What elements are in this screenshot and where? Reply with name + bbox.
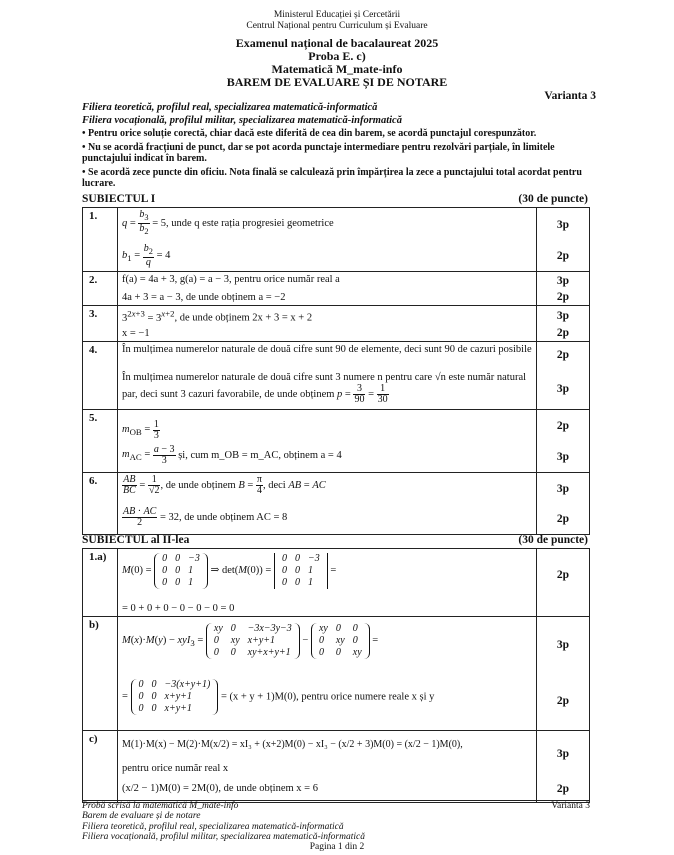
item-number: 4. [83,341,118,409]
table-row [83,290,590,306]
item-2-text-2: 4a + 3 = a − 3, de unde obținem a = −2 [118,290,537,306]
table-row [83,272,590,290]
score: 2p [537,290,590,306]
subject-1-title: SUBIECTUL I [82,193,156,205]
score: 2p [537,777,590,803]
score: 2p [537,549,590,601]
note-3: • Se acordă zece puncte din oficiu. Nota finală se calculează prin împărțirea la zece a punctajului total acordat pentru lucrare. [82,167,582,190]
filiera-line-2: Filiera vocațională, profilul militar, specializarea matematică-informatică [82,115,402,126]
subject-2-table [82,548,590,803]
item-number: b) [83,617,118,731]
center-name: Centrul Național pentru Curriculum și Evaluare [246,21,428,31]
filiera-line-1: Filiera teoretică, profilul real, specializarea matematică-informatică [82,102,378,113]
subject-2-points: (30 de puncte) [518,534,588,546]
item-6-text-1: , de unde obținem [160,479,236,491]
exam-proba: Proba E. c) [308,49,366,63]
table-row [83,326,590,342]
table-row [83,601,590,617]
item-2-text-1: f(a) = 4a + 3, g(a) = a − 3, pentru orice număr real a [118,272,537,290]
subject-1-heading [82,193,588,205]
matrix-m0: 0 0 −3 0 0 1 0 0 1 [154,553,208,589]
footer-variant: Varianta 3 [551,801,590,811]
exam-name: Examenul național de bacalaureat 2025 [235,36,439,50]
table-row: În mulțimea numerelor naturale de două cifre sunt 3 numere n pentru care √n este număr natural par, deci sunt 3 cazuri favorabile, de unde obținem p = $\frac{3}{90}$ = $\frac{1}{30}$ 3p [83,369,590,409]
score: 2p [537,326,590,342]
matrix-result: 0 0 −3(x+y+1) 0 0 x+y+1 0 0 x+y+1 [131,679,219,715]
score: 3p [537,208,590,242]
score: 2p [537,673,590,731]
score: 2p [537,341,590,369]
footer-line-2: Barem de evaluare și de notare [82,811,201,822]
page-number: Pagina 1 din 2 [309,842,365,852]
score: 3p [537,369,590,409]
item-1c-text-1: M(1)·M(x) − M(2)·M(x/2) = xI₃ + (x+2)M(0) − xI₃ − (x/2 + 3)M(0) = (x/2 − 1)M(0), [118,731,537,761]
score: 3p [537,731,590,777]
item-4-text-2: În mulțimea numerelor naturale de două cifre sunt 3 numere n pentru care √n este număr natural par, deci sunt 3 cazuri favorabile, de unde obținem [122,372,527,400]
footer-line-1: Probă scrisă la matematică M_mate-info [82,801,239,811]
subject-1-points: (30 de puncte) [518,193,588,205]
table-row [83,731,590,761]
subject-2-title: SUBIECTUL al II-lea [82,534,190,546]
score: 2p [537,505,590,535]
item-1a-text-2: = 0 + 0 + 0 − 0 − 0 − 0 = 0 [118,601,537,617]
table-row: $b_1$ = $\frac{b_2}{q}$ = 4 2p [83,242,590,272]
item-number: 5. [83,409,118,473]
item-3-text-1: , de unde obținem 2x + 3 = x + 2 [174,312,313,324]
table-row [83,761,590,777]
variant-label: Varianta 3 [544,90,596,102]
item-6-text-2: = 32, de unde obținem AC = 8 [157,511,288,523]
score: 3p [537,617,590,673]
item-1c-text-3: (x/2 − 1)M(0) = 2M(0), de unde obținem x = 6 [118,777,537,803]
score [537,601,590,617]
table-row: 3. $3^{2x+3} = 3^{x+2}$, de unde obținem 2x + 3 = x + 2 3p [83,306,590,326]
item-3-text-2: x = −1 [118,326,537,342]
exam-subject: Matematică M_mate-info [271,62,403,76]
score: 3p [537,443,590,473]
item-number: 1. [83,208,118,272]
table-row: $m_{AC}$ = $\frac{a - 3}{3}$ și, cum m_OB = m_AC, obținem a = 4 3p [83,443,590,473]
table-row [83,777,590,803]
item-number: c) [83,731,118,803]
subject-2-heading [82,534,588,546]
item-number: 2. [83,272,118,306]
score: 3p [537,272,590,290]
page-footer [82,800,590,843]
footer-line-4: Filiera vocațională, profilul militar, specializarea matematică-informatică [82,832,365,843]
matrix-product: xy 0 −3x−3y−3 0 xy x+y+1 0 0 xy+x+y+1 [206,623,300,659]
item-1b-text-2: = (x + y + 1)M(0), pentru orice numere reale x și y [220,690,435,702]
table-row: 1.a) M(0) = 0 0 −3 0 0 1 0 0 1 ⇒ det(M(0)) = 0 0 −3 0 0 1 0 0 1 = 2p [83,549,590,601]
table-row: b) M(x)·M(y) − xyI$_3$ = xy 0 −3x−3y−3 0 xy x+y+1 0 0 xy+x+y+1 − xy 0 0 0 xy 0 0 0 xy = 3p [83,617,590,673]
table-row: 6. $\frac{AB}{BC}$ = $\frac{1}{√2}$ , de unde obținem B = $\frac{\pi}{4}$ , deci AB = AC 3p [83,473,590,505]
subject-1-table [82,207,590,535]
item-4-text-1: În mulțimea numerelor naturale de două cifre sunt 90 de elemente, deci sunt 90 de cazuri posibile [118,341,537,369]
item-1-text: , unde q este rația progresiei geometrice [166,217,334,229]
score: 3p [537,473,590,505]
table-row: 1. q = $\frac{b_3}{b_2}$ = 5, unde q este rația progresiei geometrice 3p [83,208,590,242]
institution-header [0,10,674,32]
table-row: 5. $m_{OB}$ = $\frac{1}{3}$ 2p [83,409,590,443]
matrix-xy: xy 0 0 0 xy 0 0 0 xy [311,623,370,659]
determinant-m0: 0 0 −3 0 0 1 0 0 1 [274,553,328,589]
ministry-name: Ministerul Educației și Cercetării [273,10,401,20]
note-2: • Nu se acordă fracțiuni de punct, dar se pot acorda punctaje intermediare pentru rezolvări parțiale, în limitele punctajului indicat în barem. [82,142,555,165]
exam-title-block [0,37,674,89]
note-1: • Pentru orice soluție corectă, chiar dacă este diferită de cea din barem, se acordă punctajul corespunzător. [82,128,537,139]
footer-line-3: Filiera teoretică, profilul real, specializarea matematică-informatică [82,821,344,832]
document-title: BAREM DE EVALUARE ȘI DE NOTARE [226,75,448,89]
score: 2p [537,409,590,443]
item-number: 6. [83,473,118,535]
item-1c-text-2: pentru orice număr real x [118,761,537,777]
table-row: = 0 0 −3(x+y+1) 0 0 x+y+1 0 0 x+y+1 = (x + y + 1)M(0), pentru orice numere reale x și y 2p [83,673,590,731]
item-5-text-2: și, cum m_OB = m_AC, obținem a = 4 [175,449,342,461]
table-row: $\frac{AB \cdot AC}{2}$ = 32, de unde obținem AC = 8 2p [83,505,590,535]
score: 2p [537,242,590,272]
table-row [83,341,590,369]
score: 3p [537,306,590,326]
item-number: 3. [83,306,118,342]
item-number: 1.a) [83,549,118,617]
